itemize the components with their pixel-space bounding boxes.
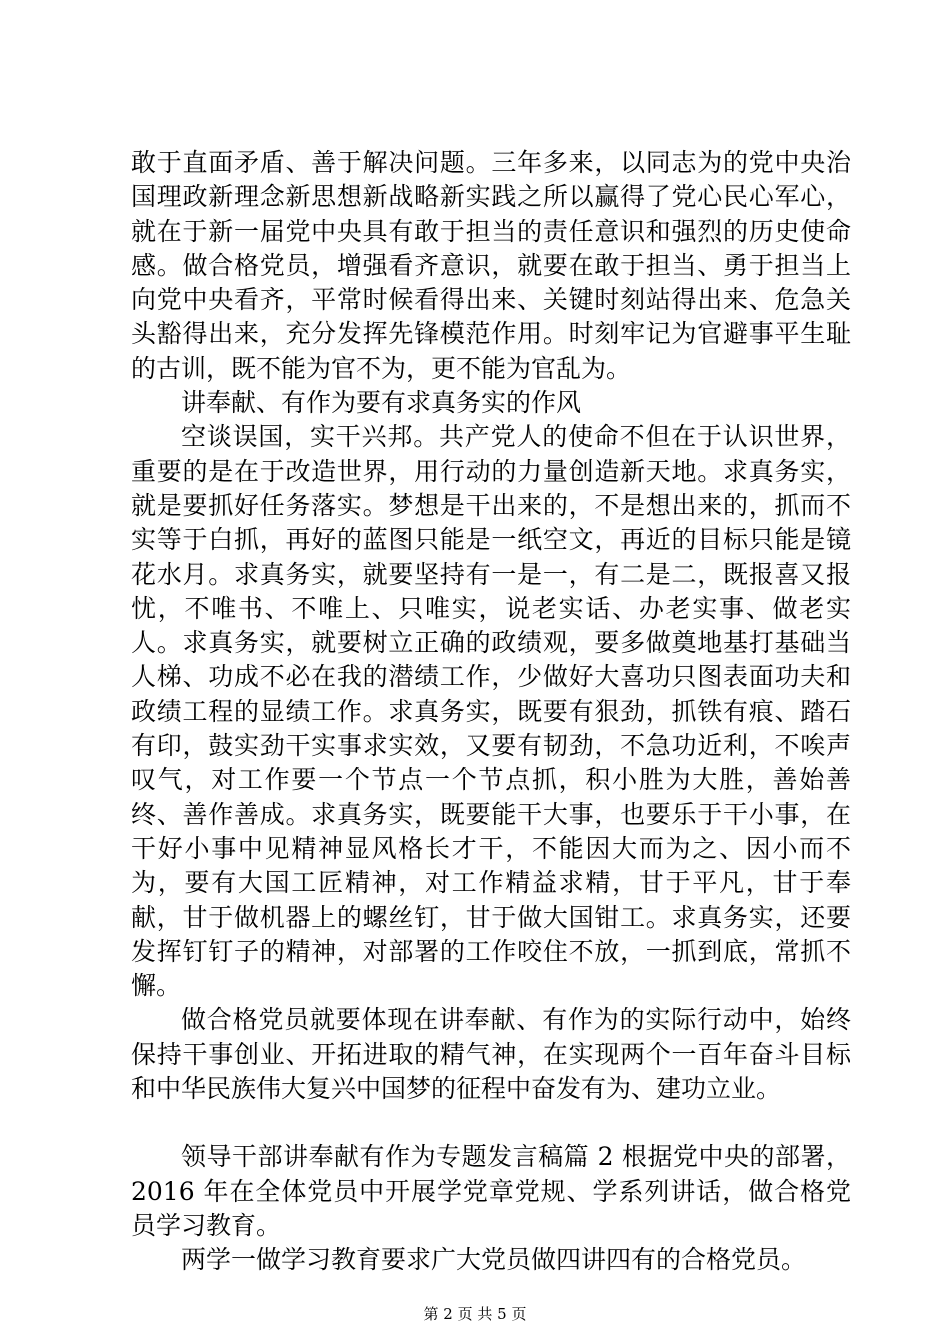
body-paragraph: 敢于直面矛盾、善于解决问题。三年多来，以同志为的党中央治国理政新理念新思想新战略新实践之所以赢得了党心民心军心，就在于新一届党中央具有敢于担当的责任意识和强烈的历史使命感。做合格党员，增强看齐意识，就要在敢于担当、勇于担当上向党中央看齐，平常时候看得出来、关键时刻站得出来、危急关头豁得出来，充分发挥先锋模范作用。时刻牢记为官避事平生耻的古训，既不能为官不为，更不能为官乱为。 xyxy=(131,148,851,383)
body-paragraph: 两学一做学习教育要求广大党员做四讲四有的合格党员。 xyxy=(181,1245,807,1275)
body-paragraph: 做合格党员就要体现在讲奉献、有作为的实际行动中，始终保持干事创业、开拓进取的精气神，在实现两个一百年奋斗目标和中华民族伟大复兴中国梦的征程中奋发有为、建功立业。 xyxy=(131,1005,851,1104)
section-heading: 讲奉献、有作为要有求真务实的作风 xyxy=(181,388,582,418)
document-body xyxy=(131,146,851,1278)
body-paragraph: 空谈误国，实干兴邦。共产党人的使命不但在于认识世界，重要的是在于改造世界，用行动的力量创造新天地。求真务实，就是要抓好任务落实。梦想是干出来的，不是想出来的，抓而不实等于白抓，再好的蓝图只能是一纸空文，再近的目标只能是镜花水月。求真务实，就要坚持有一是一，有二是二，既报喜又报忧，不唯书、不唯上、只唯实，说老实话、办老实事、做老实人。求真务实，就要树立正确的政绩观，要多做奠地基打基础当人梯、功成不必在我的潜绩工作，少做好大喜功只图表面功夫和政绩工程的显绩工作。求真务实，既要有狠劲，抓铁有痕、踏石有印，鼓实劲干实事求实效，又要有韧劲，不急功近利，不唉声叹气，对工作要一个节点一个节点抓，积小胜为大胜，善始善终、善作善成。求真务实，既要能干大事，也要乐于干小事，在干好小事中见精神显风格长才干，不能因大而为之、因小而不为，要有大国工匠精神，对工作精益求精，甘于平凡，甘于奉献，甘于做机器上的螺丝钉，甘于做大国钳工。求真务实，还要发挥钉钉子的精神，对部署的工作咬住不放，一抓到底，常抓不懈。 xyxy=(131,422,851,1001)
paragraph-spacer xyxy=(131,1106,851,1140)
page-number-footer: 第 2 页 共 5 页 xyxy=(423,1305,527,1323)
body-paragraph: 领导干部讲奉献有作为专题发言稿篇 2 根据党中央的部署，2016 年在全体党员中开展学党章党规、学系列讲话，做合格党员学习教育。 xyxy=(131,1142,851,1240)
